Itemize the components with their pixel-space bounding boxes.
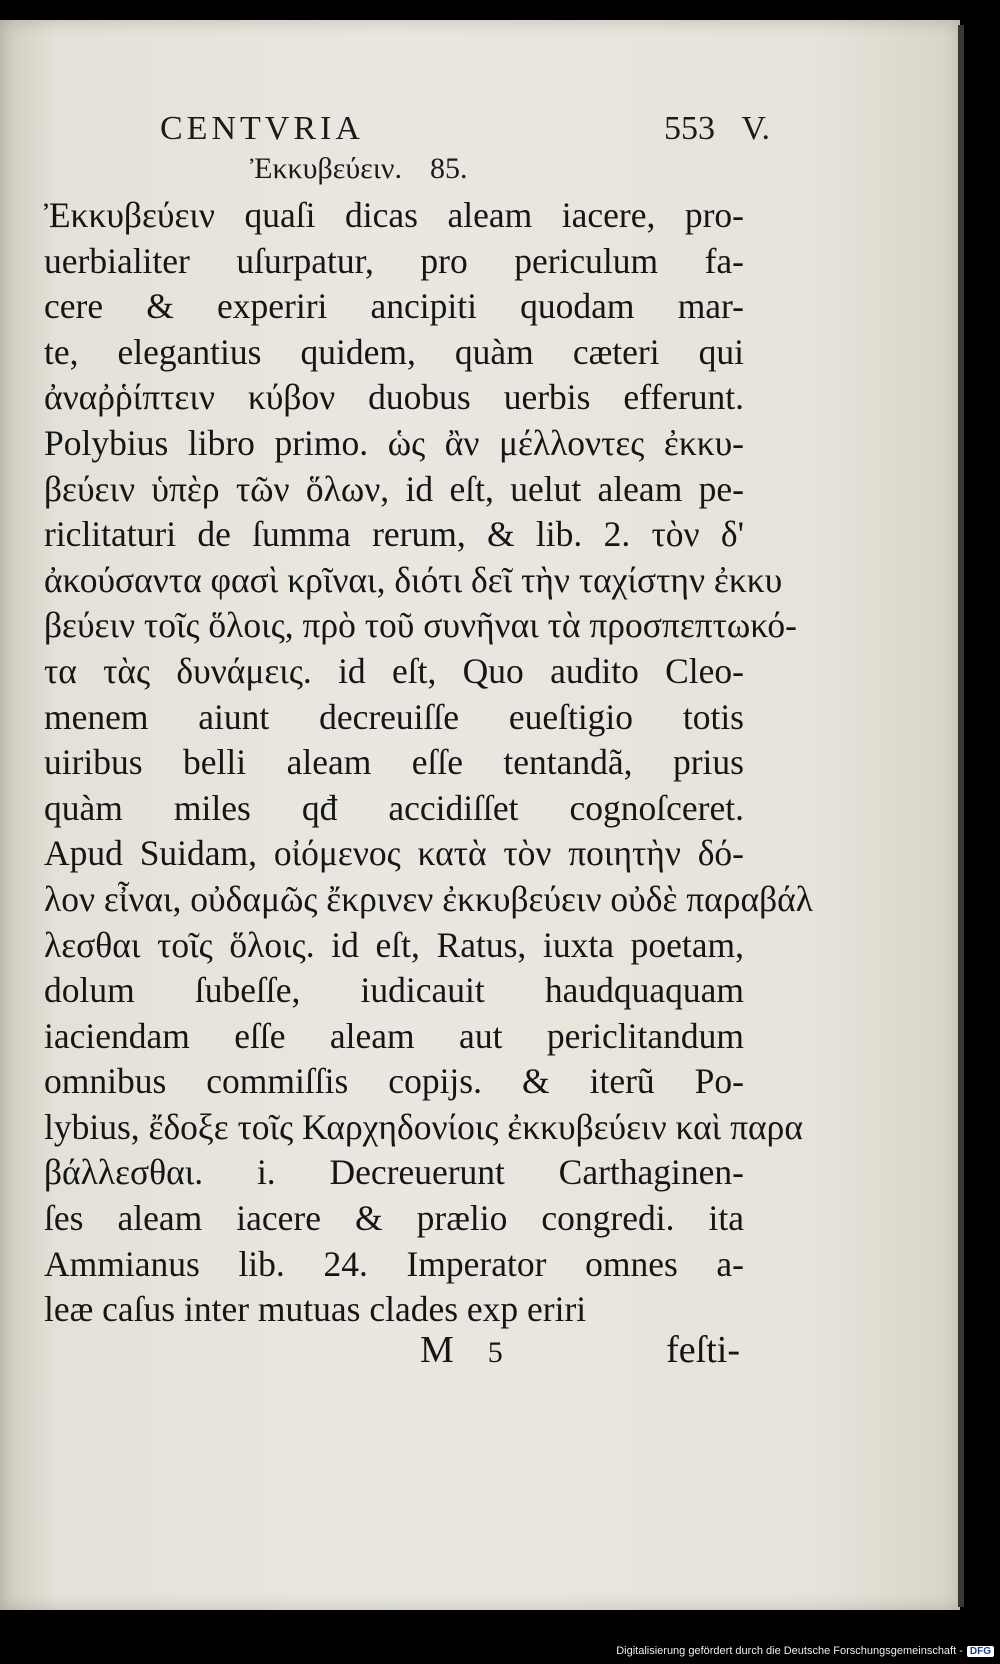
text-line: lybius, ἔδοξε τοῖς Καρχηδονίοις ἐκκυβεύειν καὶ παρα	[44, 1106, 803, 1147]
signature-mark: M	[420, 1329, 454, 1371]
text-line: Ammianus lib. 24. Imperator omnes a-	[44, 1243, 744, 1284]
page-edge-shadow	[958, 25, 964, 1607]
text-line: λεσθαι τοῖς ὅλοις. id eſt, Ratus, iuxta poetam,	[44, 924, 744, 965]
signature-number: 5	[487, 1336, 503, 1369]
text-line: βάλλεσθαι. i. Decreuerunt Carthaginen-	[44, 1152, 744, 1193]
text-line: omnibus commiſſis copijs. & iterũ Po-	[44, 1061, 744, 1102]
text-line: Ἐκκυβεύειν quaſi dicas aleam iacere, pro-	[44, 195, 744, 235]
text-line: ſes aleam iacere & prælio congredi. ita	[44, 1198, 744, 1239]
signature-line	[420, 1328, 740, 1372]
running-head-century-number: V.	[741, 110, 770, 147]
text-line: uerbialiter uſurpatur, pro periculum fa-	[44, 240, 744, 281]
text-line: dolum ſubeſſe, iudicauit haudquaquam	[44, 970, 744, 1011]
adage-heading-greek: Ἐκκυβεύειν.	[250, 152, 402, 185]
text-line: Polybius libro primo. ὡς ἂν μέλλοντες ἐκκυ-	[44, 422, 744, 463]
text-line: ἀναῤῥίπτειν κύβον duobus uerbis efferunt.	[44, 377, 744, 418]
text-line: riclitaturi de ſumma rerum, & lib. 2. τὸν δ'	[44, 514, 744, 555]
text-line: cere & experiri ancipiti quodam mar-	[44, 286, 744, 327]
digitization-footer	[0, 1638, 1000, 1664]
text-line: ἀκούσαντα φασὶ κρῖναι, διότι δεῖ τὴν ταχίστην ἐκκυ	[44, 559, 783, 600]
text-line: βεύειν ὑπὲρ τῶν ὅλων, id eſt, uelut aleam pe-	[44, 468, 744, 509]
adage-number: 85.	[429, 152, 468, 185]
text-line: Apud Suidam, οἰόμενος κατὰ τὸν ποιητὴν δό-	[44, 833, 744, 874]
text-line: iaciendam eſſe aleam aut periclitandum	[44, 1015, 744, 1056]
text-line: menem aiunt decreuiſſe eueſtigio totis	[44, 696, 744, 737]
adage-heading	[250, 152, 467, 186]
running-head-title: CENTVRIA	[160, 110, 364, 147]
text-line: quàm miles qđ accidiſſet cognoſceret.	[44, 787, 744, 828]
text-line: uiribus belli aleam eſſe tentandã, prius	[44, 742, 744, 783]
text-line: τα τὰς δυνάμεις. id eſt, Quo audito Cleo-	[44, 650, 744, 691]
body-text	[44, 193, 813, 1333]
text-line: leæ caſus inter mutuas clades exp eriri	[44, 1289, 587, 1330]
catchword: feſti-	[666, 1329, 740, 1371]
text-line: te, elegantius quidem, quàm cæteri qui	[44, 331, 744, 372]
text-line: λον εἶναι, οὐδαμῶς ἔκρινεν ἐκκυβεύειν οὐδὲ παραβάλ	[44, 878, 813, 919]
text-line: βεύειν τοῖς ὅλοις, πρὸ τοῦ συνῆναι τὰ προσπεπτωκό-	[44, 605, 797, 646]
funding-credit: Digitalisierung gefördert durch die Deutsche Forschungsgemeinschaft -	[616, 1645, 963, 1657]
page-number: 553	[664, 110, 715, 147]
dfg-logo: DFG	[967, 1646, 994, 1657]
